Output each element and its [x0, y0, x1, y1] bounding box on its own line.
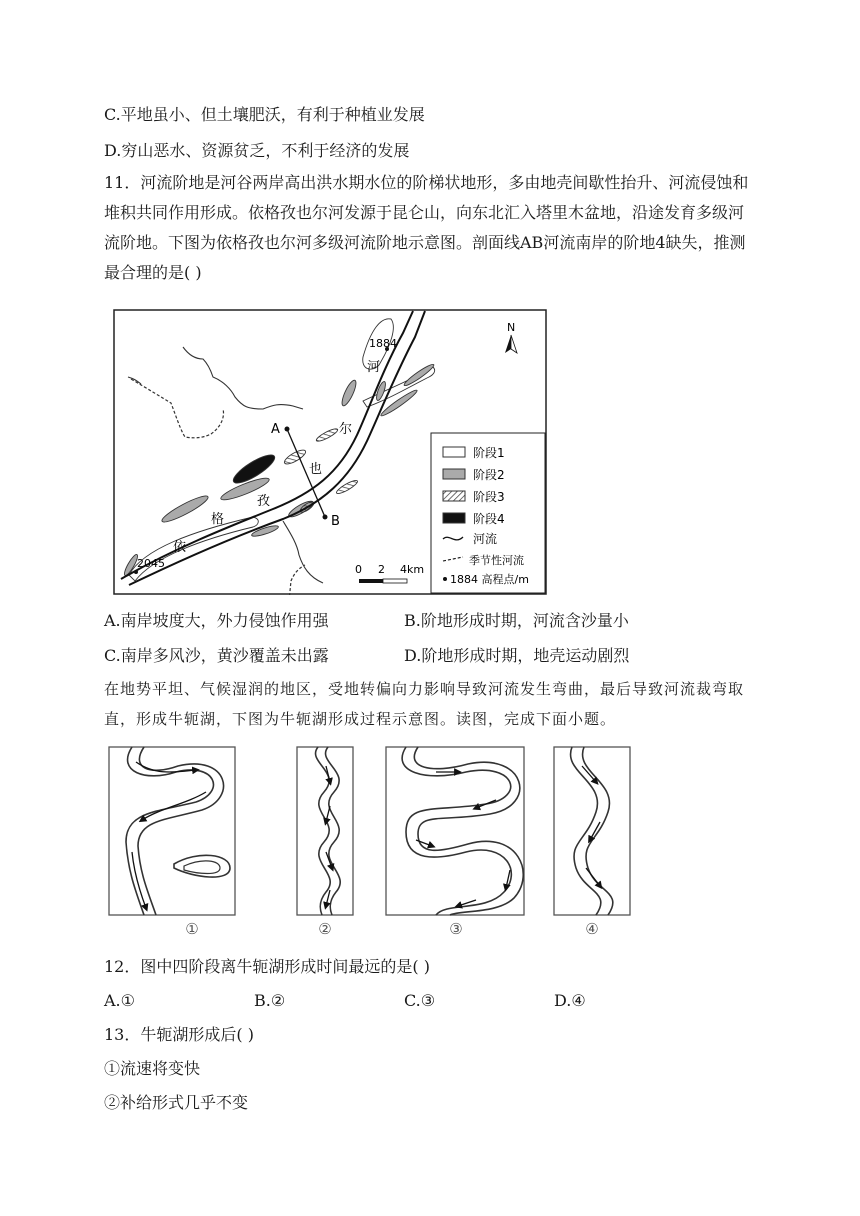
legend-label-seasonal: 季节性河流	[469, 554, 524, 567]
oxbow-lake-figure	[106, 742, 636, 938]
river-name-char: 格	[211, 512, 225, 527]
option-b: B.阶地形成时期，河流含沙量小	[404, 611, 629, 630]
elevation-label-2045: 2045	[137, 557, 165, 570]
svg-text:2: 2	[378, 563, 385, 576]
q12-option-b: B.②	[254, 991, 286, 1010]
figure-label-2: ②	[318, 920, 332, 938]
q12-option-c: C.③	[404, 991, 436, 1010]
q13-item-1: ①流速将变快	[104, 1059, 201, 1078]
panel-4-river-left	[571, 747, 601, 915]
q12-option-d: D.④	[554, 991, 586, 1010]
option-d: D.阶地形成时期，地壳运动剧烈	[404, 646, 630, 665]
svg-text:4km: 4km	[400, 563, 425, 576]
panel-1-river-right	[138, 747, 224, 915]
point-a-dot	[285, 427, 290, 432]
river-name-char: 也	[309, 462, 323, 477]
point-a-label: A	[271, 422, 280, 437]
map-legend	[431, 433, 545, 593]
elevation-dot-2	[134, 570, 138, 574]
figure-label-4: ④	[585, 920, 599, 938]
legend-label-4: 阶段4	[473, 512, 505, 526]
option-a: A.南岸坡度大，外力侵蚀作用强	[104, 611, 329, 630]
panel-2-frame	[297, 747, 353, 915]
legend-label-1: 阶段1	[473, 446, 505, 460]
elevation-label-1884: 1884	[369, 337, 397, 350]
q12-option-a: A.①	[104, 991, 135, 1010]
legend-label-2: 阶段2	[473, 468, 505, 482]
river-name-char: 依	[173, 540, 187, 555]
svg-text:N: N	[507, 321, 516, 334]
point-b-dot	[323, 515, 328, 520]
figure-label-3: ③	[449, 920, 463, 938]
figure-label-1: ①	[185, 920, 199, 938]
point-b-label: B	[331, 514, 340, 529]
river-terrace-map	[113, 309, 547, 595]
legend-dot-icon	[443, 577, 447, 581]
question-13-stem: 13．牛轭湖形成后( )	[104, 1025, 254, 1044]
option-c-prev: C.平地虽小、但土壤肥沃，有利于种植业发展	[104, 105, 425, 124]
legend-label-river: 河流	[473, 532, 498, 546]
oxbow-intro: 在地势平坦、气候湿润的地区，受地转偏向力影响导致河流发生弯曲，最后导致河流裁弯取直，形成牛轭湖，下图为牛轭湖形成过程示意图。读图，完成下面小题。	[104, 680, 745, 728]
option-c: C.南岸多风沙，黄沙覆盖未出露	[104, 646, 329, 665]
option-d-prev: D.穷山恶水、资源贫乏，不利于经济的发展	[104, 141, 410, 160]
legend-swatch-1	[443, 447, 465, 457]
river-name-char: 尔	[339, 422, 353, 437]
question-11-stem: 11．河流阶地是河谷两岸高出洪水期水位的阶梯状地形，多由地壳间歇性抬升、河流侵蚀和堆积共同作用形成。依格孜也尔河发源于昆仑山，向东北汇入塔里木盆地，沿途发育多级河流阶地。下图为依格孜也尔河多级河流阶地示意图。剖面线AB河流南岸的阶地4缺失，推测最合理的是( )	[104, 173, 749, 282]
legend-swatch-3	[443, 491, 465, 501]
question-12-stem: 12．图中四阶段离牛轭湖形成时间最远的是( )	[104, 957, 430, 976]
legend-label-elevation: 1884 高程点/m	[450, 573, 529, 586]
river-name-char: 河	[367, 360, 381, 375]
legend-swatch-4	[443, 513, 465, 523]
svg-text:0: 0	[355, 563, 362, 576]
q13-item-2: ②补给形式几乎不变	[104, 1093, 249, 1112]
legend-swatch-2	[443, 469, 465, 479]
legend-label-3: 阶段3	[473, 490, 505, 504]
river-name-char: 孜	[257, 494, 271, 509]
